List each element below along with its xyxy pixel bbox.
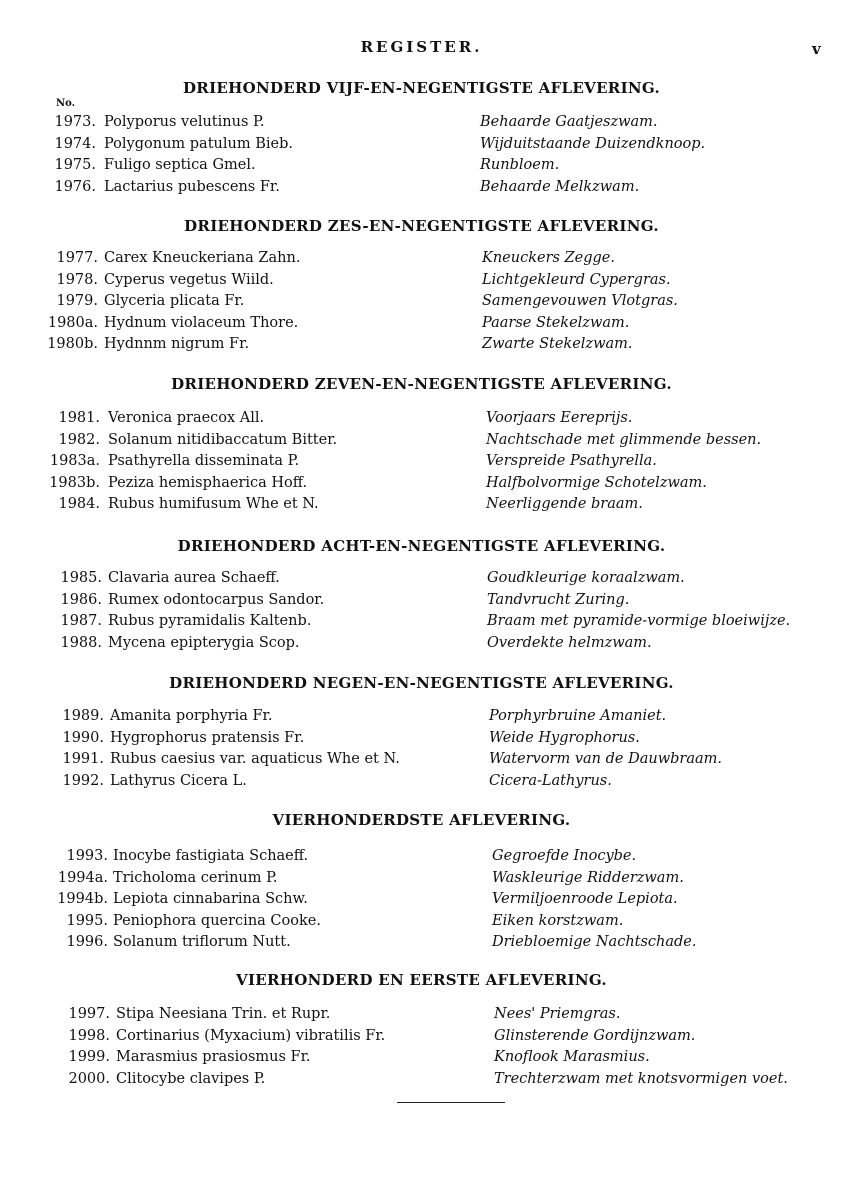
register-entry	[0, 1047, 843, 1069]
register-entry	[0, 430, 843, 452]
section-heading-wrap	[0, 968, 843, 992]
entry-number: 1995.	[66, 912, 108, 929]
register-entry	[0, 313, 843, 335]
scientific-name: Mycena epipterygia Scop.	[108, 634, 300, 651]
entry-number: 1974.	[54, 135, 96, 152]
section-heading-wrap	[0, 671, 843, 695]
scientific-name: Clavaria aurea Schaeff.	[108, 570, 280, 586]
dutch-name: Eiken korstzwam.	[492, 912, 624, 929]
scientific-name: Rubus humifusum Whe et N.	[108, 496, 319, 512]
entry-number: 1983b.	[49, 474, 100, 491]
entry-number: 1990.	[62, 729, 104, 746]
scientific-name: Solanum triflorum Nutt.	[113, 934, 291, 950]
register-entry	[0, 494, 843, 516]
dutch-name: Verspreide Psathyrella.	[486, 453, 657, 469]
register-entry	[0, 1004, 843, 1026]
register-entry	[0, 134, 843, 156]
section-heading-wrap	[0, 534, 843, 558]
register-entry	[0, 408, 843, 430]
entry-number: 1973.	[54, 114, 96, 130]
scientific-name: Tricholoma cerinum P.	[113, 869, 278, 886]
dutch-name: Trechterzwam met knotsvormigen voet.	[494, 1070, 788, 1087]
scientific-name: Veronica praecox All.	[108, 410, 265, 426]
scientific-name: Inocybe fastigiata Schaeff.	[113, 848, 309, 864]
entry-number: 1988.	[60, 634, 102, 651]
entry-number: 1996.	[66, 934, 108, 950]
entry-number: 1975.	[54, 157, 96, 173]
register-entry	[0, 473, 843, 495]
scientific-name: Fuligo septica Gmel.	[104, 157, 256, 173]
section-heading: DRIEHONDERD ZEVEN-EN-NEGENTIGSTE AFLEVERING.	[171, 375, 672, 393]
section-heading: DRIEHONDERD ACHT-EN-NEGENTIGSTE AFLEVERING.	[177, 537, 666, 555]
dutch-name: Kneuckers Zegge.	[482, 250, 615, 266]
register-entry	[0, 932, 843, 954]
scientific-name: Hydnum violaceum Thore.	[104, 314, 299, 331]
entry-number: 1994b.	[57, 891, 108, 907]
section-heading: DRIEHONDERD ZES-EN-NEGENTIGSTE AFLEVERING.	[184, 217, 659, 235]
dutch-name: Wijduitstaande Duizendknoop.	[480, 135, 706, 152]
dutch-name: Goudkleurige koraalzwam.	[487, 570, 685, 586]
entry-number: 1979.	[56, 293, 98, 309]
register-entry	[0, 771, 843, 793]
dutch-name: Voorjaars Eereprijs.	[486, 410, 633, 426]
scientific-name: Rumex odontocarpus Sandor.	[108, 591, 325, 608]
scientific-name: Cyperus vegetus Wiild.	[104, 271, 274, 288]
dutch-name: Nachtschade met glimmende bessen.	[486, 431, 762, 448]
entry-number: 1984.	[58, 496, 100, 512]
dutch-name: Neerliggende braam.	[486, 496, 643, 512]
entry-list	[0, 112, 843, 198]
entry-list	[0, 846, 843, 954]
register-entry	[0, 633, 843, 655]
scientific-name: Psathyrella disseminata P.	[108, 453, 300, 469]
register-entry	[0, 911, 843, 933]
register-entry	[0, 451, 843, 473]
register-entry	[0, 868, 843, 890]
register-entry	[0, 728, 843, 750]
dutch-name: Zwarte Stekelzwam.	[482, 336, 633, 352]
register-entry	[0, 177, 843, 199]
page-title: REGISTER.	[360, 38, 483, 56]
entry-number: 1982.	[58, 431, 100, 448]
register-entry	[0, 1026, 843, 1048]
register-entry	[0, 270, 843, 292]
register-entry	[0, 846, 843, 868]
entry-number: 1989.	[62, 708, 104, 724]
dutch-name: Cicera-Lathyrus.	[489, 772, 612, 789]
entry-number: 1980b.	[47, 336, 98, 352]
entry-number: 1987.	[60, 613, 102, 629]
scientific-name: Clitocybe clavipes P.	[116, 1070, 266, 1087]
scientific-name: Rubus pyramidalis Kaltenb.	[108, 613, 312, 629]
dutch-name: Porphyrbruine Amaniet.	[489, 708, 667, 724]
scientific-name: Polyporus velutinus P.	[104, 114, 265, 130]
register-entry	[0, 155, 843, 177]
entry-number: 1978.	[56, 271, 98, 288]
dutch-name: Braam met pyramide-vormige bloeiwijze.	[487, 613, 791, 629]
entry-list	[0, 248, 843, 356]
section-heading-wrap	[0, 808, 843, 832]
scientific-name: Cortinarius (Myxacium) vibratilis Fr.	[116, 1027, 386, 1044]
dutch-name: Weide Hygrophorus.	[489, 729, 640, 746]
scientific-name: Peziza hemisphaerica Hoff.	[108, 474, 308, 491]
entry-number: 1992.	[62, 772, 104, 789]
number-column-label: No.	[56, 98, 76, 109]
register-entry	[0, 611, 843, 633]
scientific-name: Hygrophorus pratensis Fr.	[110, 729, 305, 746]
dutch-name: Glinsterende Gordijnzwam.	[494, 1027, 696, 1044]
entry-number: 1999.	[68, 1049, 110, 1065]
entry-number: 2000.	[68, 1070, 110, 1087]
register-entry	[0, 112, 843, 134]
dutch-name: Knoflook Marasmius.	[494, 1049, 650, 1065]
dutch-name: Watervorm van de Dauwbraam.	[489, 751, 722, 767]
scientific-name: Glyceria plicata Fr.	[104, 293, 245, 309]
dutch-name: Behaarde Melkzwam.	[480, 178, 640, 195]
scientific-name: Lathyrus Cicera L.	[110, 772, 247, 789]
closing-rule	[397, 1102, 505, 1103]
register-entry	[0, 291, 843, 313]
register-entry	[0, 334, 843, 356]
dutch-name: Runbloem.	[480, 157, 560, 173]
register-entry	[0, 568, 843, 590]
dutch-name: Waskleurige Ridderzwam.	[492, 869, 684, 886]
scientific-name: Marasmius prasiosmus Fr.	[116, 1049, 311, 1065]
register-entry	[0, 889, 843, 911]
section-heading-wrap	[0, 214, 843, 238]
section-heading: VIERHONDERDSTE AFLEVERING.	[272, 811, 571, 829]
dutch-name: Gegroefde Inocybe.	[492, 848, 637, 864]
register-entry	[0, 248, 843, 270]
entry-number: 1986.	[60, 591, 102, 608]
scientific-name: Hydnnm nigrum Fr.	[104, 336, 250, 352]
dutch-name: Lichtgekleurd Cypergras.	[482, 271, 671, 288]
section-heading: DRIEHONDERD NEGEN-EN-NEGENTIGSTE AFLEVERING.	[169, 674, 674, 692]
register-entry	[0, 1069, 843, 1091]
scientific-name: Amanita porphyria Fr.	[110, 708, 273, 724]
entry-number: 1994a.	[57, 869, 108, 886]
entry-number: 1980a.	[47, 314, 98, 331]
scientific-name: Lactarius pubescens Fr.	[104, 178, 280, 195]
dutch-name: Driebloemige Nachtschade.	[492, 934, 697, 950]
scientific-name: Carex Kneuckeriana Zahn.	[104, 250, 301, 266]
entry-list	[0, 568, 843, 654]
section-heading: VIERHONDERD EN EERSTE AFLEVERING.	[236, 971, 607, 989]
register-entry	[0, 706, 843, 728]
scientific-name: Peniophora quercina Cooke.	[113, 912, 321, 929]
entry-number: 1997.	[68, 1006, 110, 1022]
entry-list	[0, 706, 843, 792]
entry-number: 1983a.	[49, 453, 100, 469]
entry-number: 1998.	[68, 1027, 110, 1044]
scientific-name: Rubus caesius var. aquaticus Whe et N.	[110, 751, 400, 767]
dutch-name: Nees' Priemgras.	[494, 1006, 621, 1022]
dutch-name: Samengevouwen Vlotgras.	[482, 293, 678, 309]
dutch-name: Tandvrucht Zuring.	[487, 591, 630, 608]
dutch-name: Vermiljoenroode Lepiota.	[492, 891, 678, 907]
entry-list	[0, 1004, 843, 1090]
entry-number: 1993.	[66, 848, 108, 864]
entry-number: 1991.	[62, 751, 104, 767]
dutch-name: Halfbolvormige Schotelzwam.	[486, 474, 707, 491]
dutch-name: Behaarde Gaatjeszwam.	[480, 114, 658, 130]
section-heading-wrap	[0, 76, 843, 100]
scientific-name: Lepiota cinnabarina Schw.	[113, 891, 308, 907]
scientific-name: Solanum nitidibaccatum Bitter.	[108, 431, 338, 448]
entry-list	[0, 408, 843, 516]
register-entry	[0, 749, 843, 771]
entry-number: 1976.	[54, 178, 96, 195]
entry-number: 1977.	[56, 250, 98, 266]
page-number: v	[812, 40, 821, 58]
dutch-name: Paarse Stekelzwam.	[482, 314, 630, 331]
section-heading-wrap	[0, 372, 843, 396]
entry-number: 1981.	[58, 410, 100, 426]
scientific-name: Polygonum patulum Bieb.	[104, 135, 293, 152]
register-entry	[0, 590, 843, 612]
scientific-name: Stipa Neesiana Trin. et Rupr.	[116, 1006, 331, 1022]
dutch-name: Overdekte helmzwam.	[487, 634, 652, 651]
section-heading: DRIEHONDERD VIJF-EN-NEGENTIGSTE AFLEVERING.	[183, 79, 660, 97]
entry-number: 1985.	[60, 570, 102, 586]
